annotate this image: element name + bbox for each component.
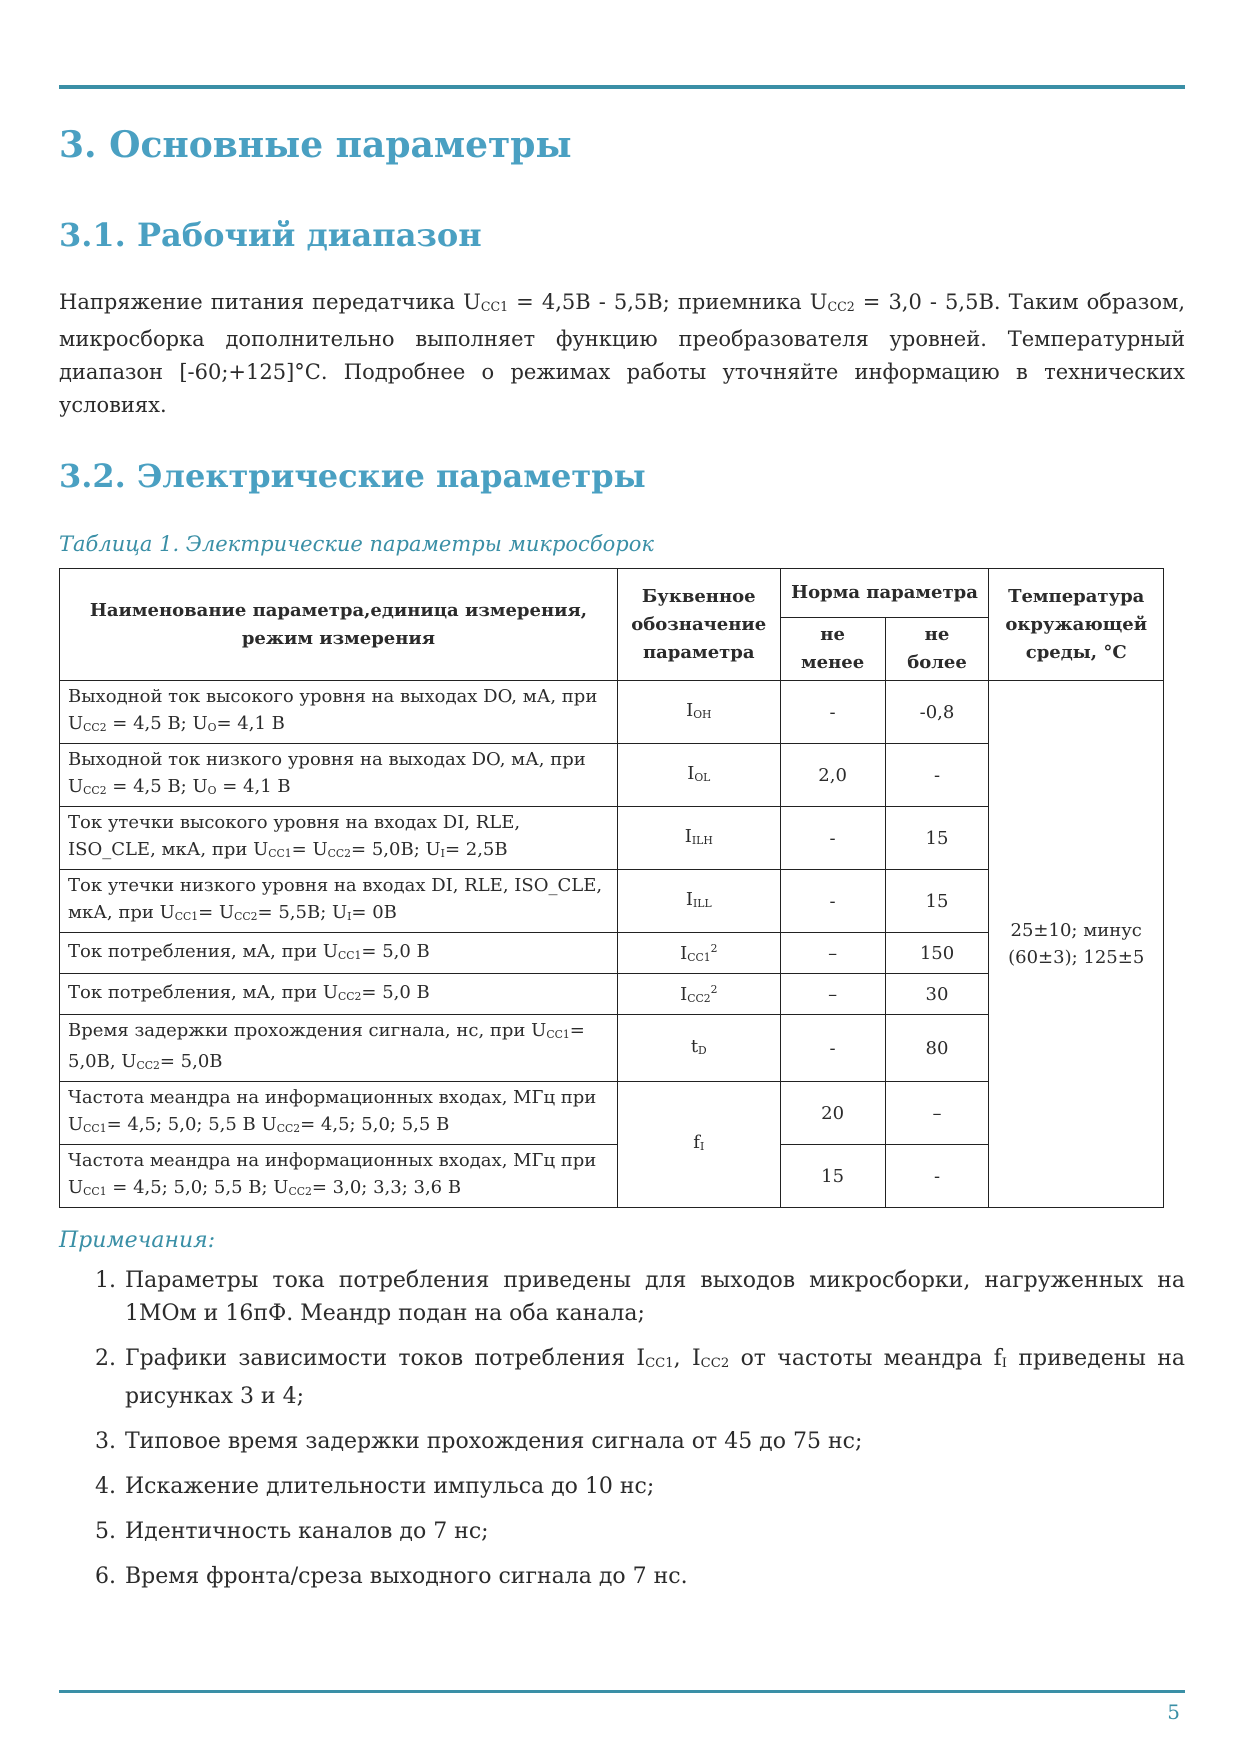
param-name: Ток потребления, мА, при $U_{CC2}= 5,0$ В bbox=[60, 974, 618, 1015]
param-max: 15 bbox=[885, 870, 989, 933]
param-name: Ток потребления, мА, при $U_{CC1}= 5,0$ В bbox=[60, 933, 618, 974]
param-max: 150 bbox=[885, 933, 989, 974]
param-symbol: $f_I$ bbox=[617, 1082, 780, 1208]
list-item: 3. Типовое время задержки прохождения сигнала от 45 до 75 нс; bbox=[95, 1429, 863, 1454]
list-item: 5. Идентичность каналов до 7 нс; bbox=[95, 1519, 489, 1544]
subsection-title-electrical: 3.2. Электрические параметры bbox=[59, 457, 646, 495]
param-max: - bbox=[885, 744, 989, 807]
param-min: – bbox=[780, 933, 885, 974]
notes-title: Примечания: bbox=[59, 1228, 216, 1253]
notes-list bbox=[59, 1264, 1185, 1605]
header-norm: Норма параметра bbox=[780, 569, 989, 618]
param-name: Выходной ток низкого уровня на выходах DO, мА, при $U_{CC2} = 4,5$ В; $U_O = 4,1$ В bbox=[60, 744, 618, 807]
param-symbol: $I_{CC1}^2$ bbox=[617, 933, 780, 974]
subsection-title-range: 3.1. Рабочий диапазон bbox=[59, 216, 482, 254]
range-paragraph: Напряжение питания передатчика $U_{CC1} = 4,5В - 5,5В$; приемника $U_{CC2} = 3,0 - 5,5В$. Таким образом, микросборка дополнительно выполняет функцию преобразователя уровней. Температурный диапазон [-60;+125]°С. Подробнее о режимах работы уточняйте информацию в технических условиях. bbox=[59, 290, 1186, 417]
param-max: - bbox=[885, 1145, 989, 1208]
param-min: - bbox=[780, 1015, 885, 1082]
param-min: – bbox=[780, 974, 885, 1015]
param-min: - bbox=[780, 681, 885, 744]
param-symbol: $I_{CC2}^2$ bbox=[617, 974, 780, 1015]
section-title: 3. Основные параметры bbox=[59, 124, 572, 166]
table-row bbox=[60, 681, 1164, 744]
param-symbol: $I_{ILL}$ bbox=[617, 870, 780, 933]
page-number: 5 bbox=[1167, 1700, 1180, 1724]
header-symbol: Буквенное обозначение параметра bbox=[617, 569, 780, 681]
param-min: 20 bbox=[780, 1082, 885, 1145]
param-name: Частота меандра на информационных входах, МГц при $U_{CC1}= 4,5$; 5,0; 5,5 В $U_{CC2}= 4,5$; 5,0; 5,5 В bbox=[60, 1082, 618, 1145]
electrical-parameters-table bbox=[59, 568, 1164, 1208]
param-name: Ток утечки низкого уровня на входах DI, RLE, ISO_CLE, мкА, при $U_{CC1}= U_{CC2}= 5,5В$; $U_I= 0В$ bbox=[60, 870, 618, 933]
param-name: Время задержки прохождения сигнала, нс, при $U_{CC1}= 5,0В$, $U_{CC2}= 5,0В$ bbox=[60, 1015, 618, 1082]
param-max: 15 bbox=[885, 807, 989, 870]
param-min: 15 bbox=[780, 1145, 885, 1208]
param-max: 80 bbox=[885, 1015, 989, 1082]
list-item: 6. Время фронта/среза выходного сигнала до 7 нс. bbox=[95, 1564, 688, 1589]
footer-rule bbox=[59, 1690, 1185, 1693]
param-max: – bbox=[885, 1082, 989, 1145]
list-item: 2. Графики зависимости токов потребления $I_{CC1}$, $I_{CC2}$ от частоты меандра $f_I$ приведены на рисунках 3 и 4; bbox=[95, 1346, 1185, 1409]
param-name: Частота меандра на информационных входах, МГц при $U_{CC1} = 4,5$; 5,0; 5,5 В; $U_{CC2}= 3,0$; 3,3; 3,6 В bbox=[60, 1145, 618, 1208]
list-item: 1. Параметры тока потребления приведены для выходов микросборки, нагруженных на 1МОм и 16пФ. Меандр подан на оба канала; bbox=[95, 1268, 1185, 1326]
header-max: не более bbox=[885, 618, 989, 681]
header-parameter-name: Наименование параметра,единица измерения, режим измерения bbox=[60, 569, 618, 681]
param-name: Выходной ток высокого уровня на выходах DO, мА, при $U_{CC2} = 4,5$ В; $U_O= 4,1$ В bbox=[60, 681, 618, 744]
param-min: - bbox=[780, 870, 885, 933]
param-min: - bbox=[780, 807, 885, 870]
param-min: 2,0 bbox=[780, 744, 885, 807]
param-symbol: $I_{OL}$ bbox=[617, 744, 780, 807]
header-min: не менее bbox=[780, 618, 885, 681]
param-max: -0,8 bbox=[885, 681, 989, 744]
param-symbol: $I_{OH}$ bbox=[617, 681, 780, 744]
temperature-value: 25±10; минус (60±3); 125±5 bbox=[989, 681, 1164, 1208]
param-symbol: $I_{ILH}$ bbox=[617, 807, 780, 870]
param-symbol: $t_D$ bbox=[617, 1015, 780, 1082]
param-max: 30 bbox=[885, 974, 989, 1015]
table-caption: Таблица 1. Электрические параметры микросборок bbox=[59, 532, 654, 556]
header-temperature: Температура окружающей среды, °С bbox=[989, 569, 1164, 681]
param-name: Ток утечки высокого уровня на входах DI, RLE, ISO_CLE, мкА, при $U_{CC1}= U_{CC2}= 5,0В$; $U_I= 2,5В$ bbox=[60, 807, 618, 870]
header-rule bbox=[59, 85, 1185, 89]
list-item: 4. Искажение длительности импульса до 10 нс; bbox=[95, 1474, 655, 1499]
